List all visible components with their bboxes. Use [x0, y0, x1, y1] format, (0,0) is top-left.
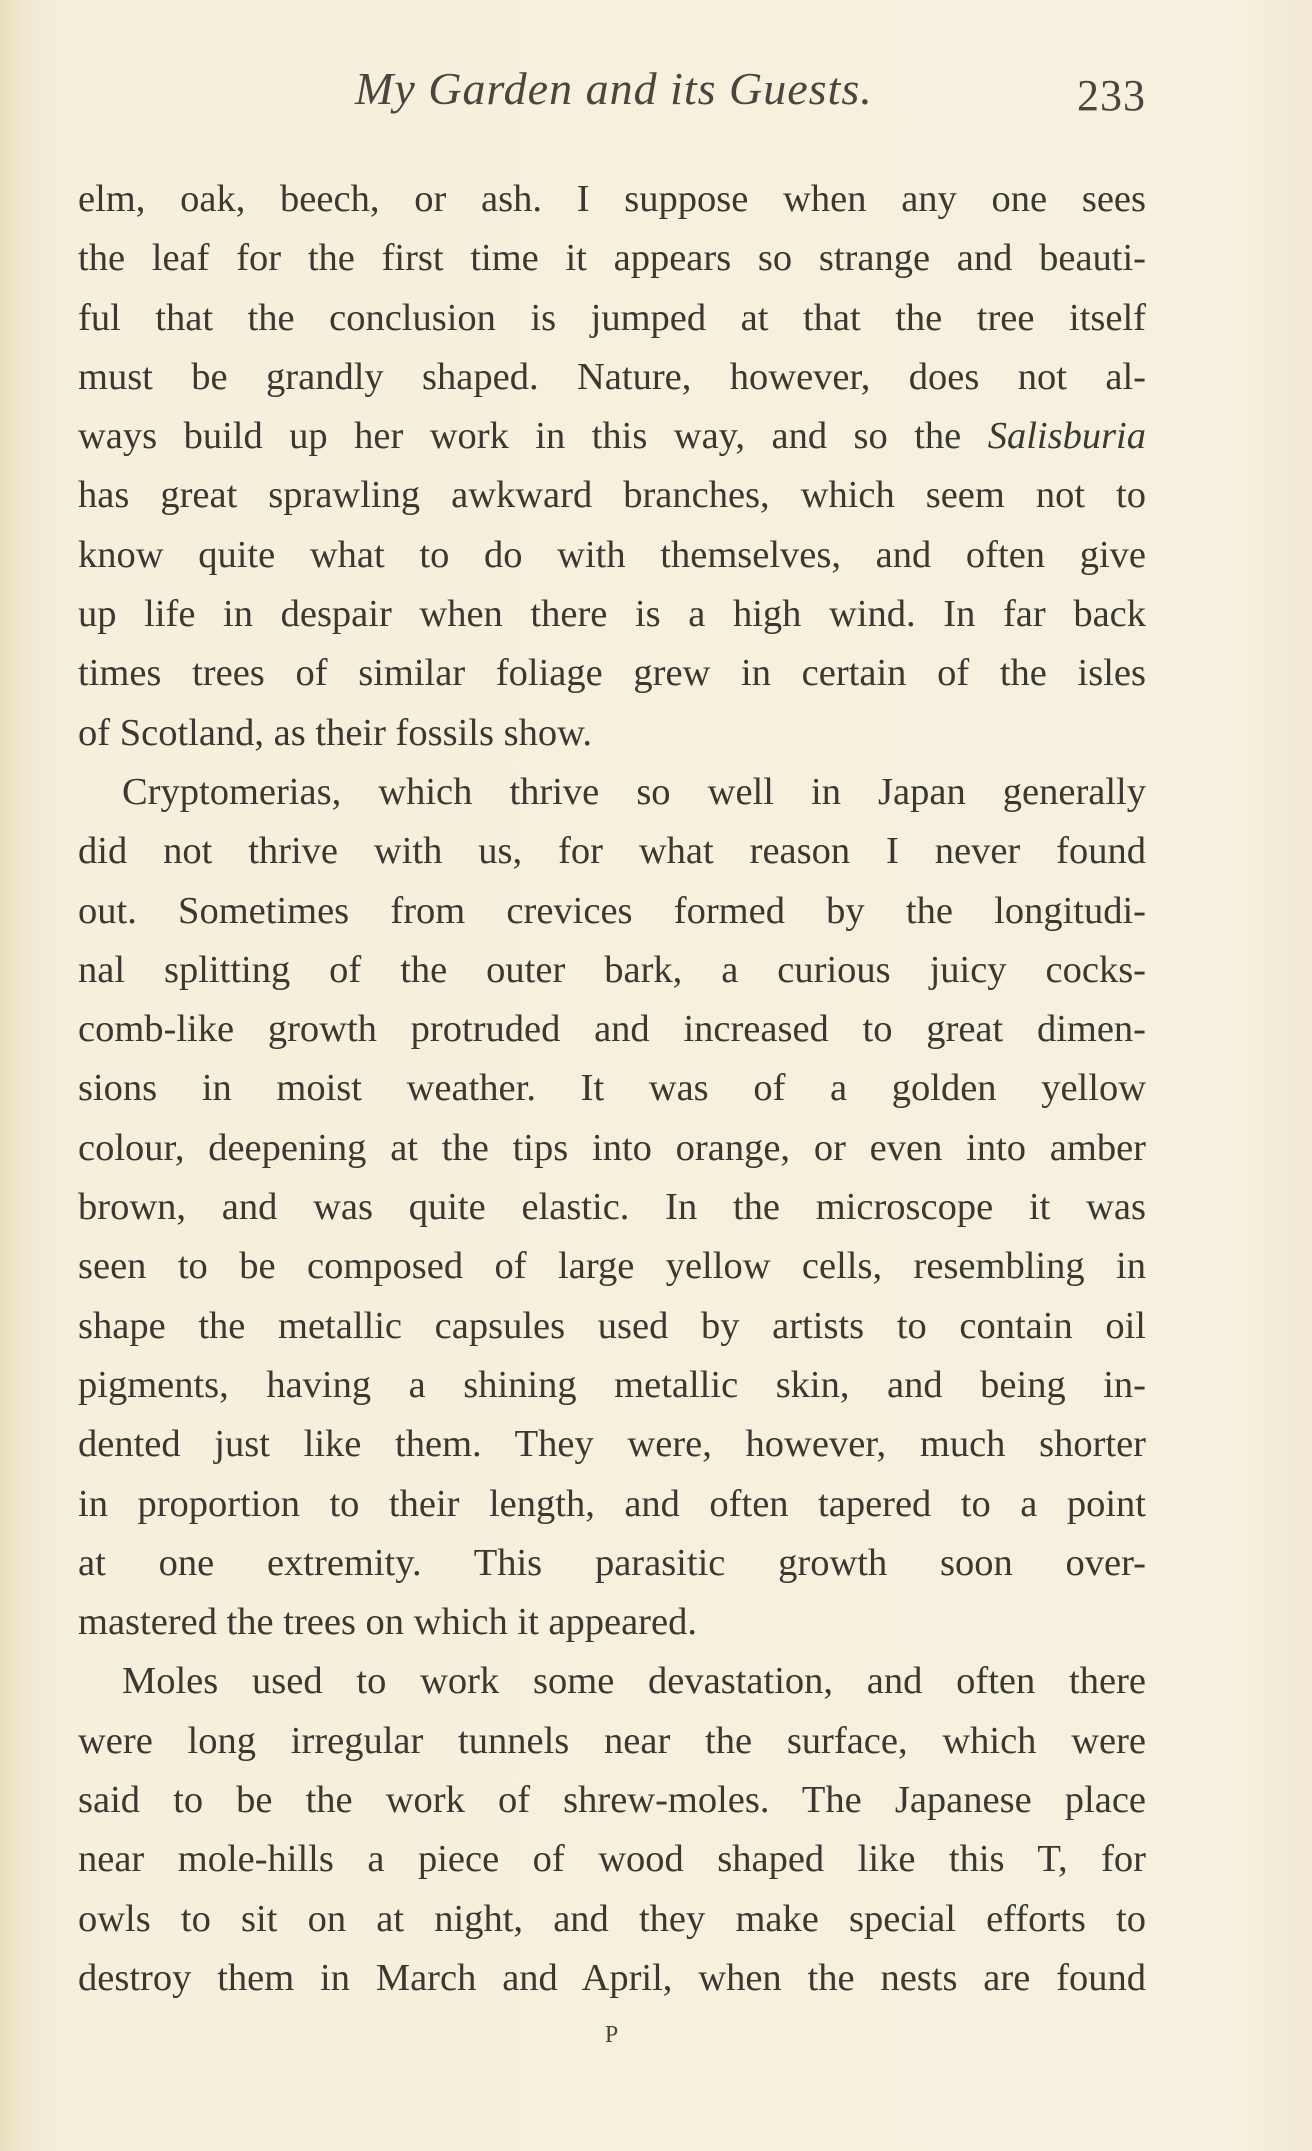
- signature-mark: P: [604, 2022, 620, 2048]
- text-line: colour, deepening at the tips into orange, or even into amber: [78, 1126, 1146, 1169]
- text-line: know quite what to do with themselves, and often give: [78, 533, 1146, 576]
- text-line: dented just like them. They were, however, much shorter: [78, 1423, 1146, 1466]
- text-line: pigments, having a shining metallic skin, and being in-: [78, 1363, 1146, 1406]
- text-line: at one extremity. This parasitic growth soon over-: [78, 1541, 1146, 1584]
- italic-term-salisburia: Salisburia: [987, 415, 1146, 458]
- text-line: brown, and was quite elastic. In the microscope it was: [78, 1186, 1146, 1229]
- page-header: [78, 62, 1146, 132]
- text-line: shape the metallic capsules used by artists to contain oil: [78, 1304, 1146, 1347]
- text-line: Moles used to work some devastation, and often there: [122, 1660, 1146, 1703]
- text-line: up life in despair when there is a high wind. In far back: [78, 593, 1146, 636]
- text-line: did not thrive with us, for what reason I never found: [78, 830, 1146, 873]
- text-line: of Scotland, as their fossils show.: [78, 711, 592, 754]
- text-line: Cryptomerias, which thrive so well in Japan generally: [122, 770, 1146, 813]
- text-line: mastered the trees on which it appeared.: [78, 1601, 697, 1644]
- text-line: comb-like growth protruded and increased to great dimen-: [78, 1008, 1146, 1051]
- text-line: nal splitting of the outer bark, a curious juicy cocks-: [78, 948, 1146, 991]
- text-line: must be grandly shaped. Nature, however, does not al-: [78, 355, 1146, 398]
- text-line: owls to sit on at night, and they make special efforts to: [78, 1897, 1146, 1940]
- text-line: destroy them in March and April, when the nests are found: [78, 1956, 1146, 1999]
- text-segment: ways build up her work in this way, and so the: [78, 415, 962, 458]
- text-line: near mole-hills a piece of wood shaped like this T, for: [78, 1838, 1146, 1881]
- body-text: [78, 170, 1146, 2008]
- text-line: elm, oak, beech, or ash. I suppose when any one sees: [78, 178, 1146, 220]
- running-title: My Garden and its Guests.: [355, 63, 873, 114]
- text-line: out. Sometimes from crevices formed by the longitudi-: [78, 889, 1146, 932]
- text-line: has great sprawling awkward branches, which seem not to: [78, 474, 1146, 517]
- text-line: the leaf for the first time it appears so strange and beauti-: [78, 237, 1146, 280]
- text-line: in proportion to their length, and often tapered to a point: [78, 1482, 1146, 1525]
- text-line: times trees of similar foliage grew in certain of the isles: [78, 652, 1146, 695]
- page-number: 233: [1077, 71, 1146, 120]
- text-line: seen to be composed of large yellow cells, resembling in: [78, 1245, 1146, 1288]
- text-line: were long irregular tunnels near the surface, which were: [78, 1719, 1146, 1762]
- text-line: ful that the conclusion is jumped at that the tree itself: [78, 296, 1146, 339]
- text-line-with-italic: [78, 407, 1146, 466]
- text-line: sions in moist weather. It was of a golden yellow: [78, 1067, 1146, 1110]
- text-line: said to be the work of shrew-moles. The Japanese place: [78, 1779, 1146, 1822]
